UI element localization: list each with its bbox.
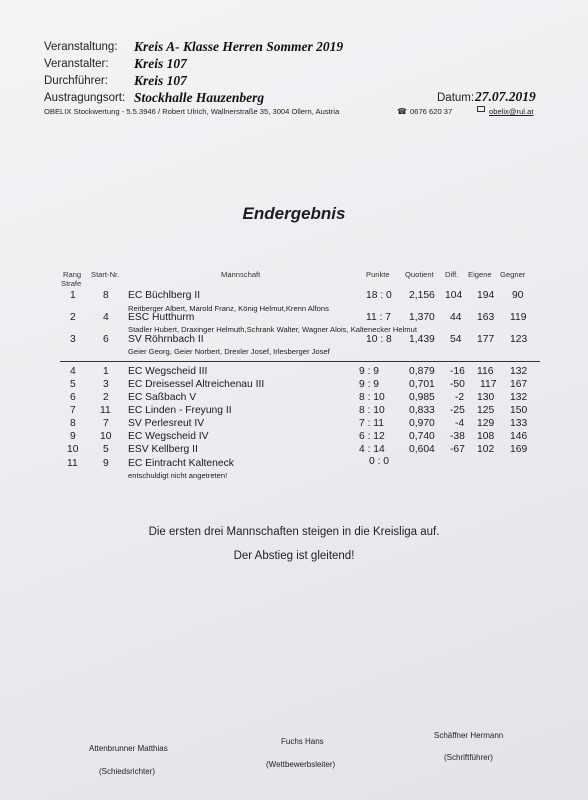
row-start: 7 [103,418,109,429]
row-punkte: 9 : 9 [359,366,380,377]
row-eigene: 194 [477,290,495,301]
col-strafe: Strafe [61,279,82,288]
row-team: SV Perlesreut IV [128,418,205,429]
row-start: 10 [100,431,112,442]
row-punkte: 6 : 12 [359,431,385,442]
col-gegner: Gegner [500,270,526,279]
row-quotient: 1,439 [409,334,435,345]
row-diff: -16 [450,366,465,377]
row-quotient: 2,156 [409,290,435,301]
row-rang: 7 [70,405,76,416]
row-punkte: 10 : 8 [366,334,392,345]
row-eigene: 102 [477,444,495,455]
datum-label: Datum: [437,92,475,104]
row-team: EC Saßbach V [128,392,197,403]
row-rang: 11 [67,458,78,469]
row-start: 4 [103,312,109,323]
row-diff: -2 [455,392,465,403]
row-rang: 5 [70,379,76,390]
row-start: 3 [103,379,109,390]
row-eigene: 125 [477,405,495,416]
row-diff: -38 [450,431,465,442]
row-team: ESC Hutthurm [128,312,195,323]
row-start: 8 [103,290,109,301]
col-rang: Rang [63,270,82,279]
row-members: Geier Georg, Geier Norbert, Drexler Josef, Irlesberger Josef [128,347,330,356]
austragungsort-label: Austragungsort: [44,92,126,104]
row-rang: 3 [70,334,76,345]
row-punkte: 0 : 0 [369,456,390,467]
row-gegner: 123 [510,334,528,345]
row-members: entschuldigt nicht angetreten! [128,471,228,480]
veranstaltung-label: Veranstaltung: [44,41,118,53]
relegation-note: Der Abstieg ist gleitend! [233,550,355,562]
veranstaltung-value: Kreis A- Klasse Herren Sommer 2019 [134,39,344,54]
row-eigene: 116 [477,366,494,377]
row-team: EC Eintracht Kalteneck [128,458,234,469]
row-punkte: 9 : 9 [359,379,380,390]
row-rang: 8 [70,418,76,429]
row-quotient: 0,740 [409,431,435,442]
row-start: 6 [103,334,109,345]
row-team: EC Linden - Freyung II [128,405,232,416]
row-diff: 104 [445,290,463,301]
row-rang: 6 [70,392,76,403]
veranstalter-value: Kreis 107 [134,56,187,71]
row-rang: 9 [70,431,76,442]
row-gegner: 150 [510,405,528,416]
row-gegner: 146 [510,431,528,442]
row-quotient: 1,370 [409,312,435,323]
row-quotient: 0,833 [409,405,435,416]
row-eigene: 108 [477,431,495,442]
wettbewerbsleiter-role: (Wettbewerbsleiter) [266,760,336,769]
row-start: 2 [103,392,109,403]
row-punkte: 7 : 11 [359,418,384,429]
row-punkte: 8 : 10 [359,405,385,416]
col-mannschaft: Mannschaft [221,270,261,279]
phone-icon: ☎ [397,107,407,116]
phone-number: 0676 620 37 [410,107,453,116]
schriftfuehrer-name: Schäffner Hermann [434,731,504,740]
row-team: EC Dreisessel Altreichenau III [128,379,265,390]
austragungsort-value: Stockhalle Hauzenberg [134,90,265,105]
row-members: Reitberger Albert, Marold Franz, König Helmut,Krenn Alfons [128,304,329,313]
row-gegner: 132 [510,392,528,403]
divider-line [60,361,540,362]
row-members: Stadler Hubert, Draxinger Helmuth,Schrank Walter, Wagner Alois, Kaltenecker Helmut [128,325,417,334]
row-diff: -4 [455,418,465,429]
row-rang: 10 [67,444,79,455]
row-eigene: 117 [480,379,497,390]
wettbewerbsleiter-name: Fuchs Hans [281,737,324,746]
row-punkte: 11 : 7 [366,312,391,323]
col-diff: Diff. [445,270,459,279]
row-gegner: 133 [510,418,528,429]
row-diff: 44 [450,312,462,323]
schriftfuehrer-role: (Schriftführer) [444,753,493,762]
row-eigene: 130 [477,392,495,403]
datum-value: 27.07.2019 [475,89,536,104]
row-eigene: 177 [477,334,495,345]
col-quotient: Quotient [405,270,434,279]
row-gegner: 90 [512,290,524,301]
row-gegner: 169 [510,444,528,455]
row-quotient: 0,701 [409,379,435,390]
row-team: SV Röhrnbach II [128,334,204,345]
schiedsrichter-role: (Schiedsrichter) [99,767,156,776]
row-diff: -25 [450,405,465,416]
row-rang: 1 [70,290,76,301]
col-eigene: Eigene [468,270,492,279]
row-team: EC Wegscheid III [128,366,208,377]
row-diff: -50 [450,379,465,390]
col-startnr: Start-Nr. [91,270,120,279]
row-gegner: 167 [510,379,528,390]
durchfuehrer-value: Kreis 107 [134,73,187,88]
row-eigene: 129 [477,418,495,429]
row-diff: 54 [450,334,462,345]
row-punkte: 8 : 10 [359,392,385,403]
row-punkte: 4 : 14 [359,444,385,455]
software-line: OBELIX Stockwertung - 5.5.3946 / Robert Ulrich, Wallnerstraße 35, 3004 Ollern, Austria [44,107,340,116]
email-address: obelix@rul.at [489,107,534,116]
row-rang: 2 [70,312,76,323]
row-start: 5 [103,444,109,455]
row-rang: 4 [70,366,76,377]
veranstalter-label: Veranstalter: [44,58,109,70]
row-quotient: 0,970 [409,418,435,429]
row-eigene: 163 [477,312,495,323]
row-start: 11 [100,405,111,416]
row-team: EC Büchlberg II [128,290,201,301]
row-gegner: 119 [510,312,527,323]
promotion-note: Die ersten drei Mannschaften steigen in die Kreisliga auf. [148,526,440,538]
row-gegner: 132 [510,366,528,377]
page-title: Endergebnis [242,204,346,223]
row-start: 1 [103,366,109,377]
row-team: ESV Kellberg II [128,444,198,455]
durchfuehrer-label: Durchführer: [44,75,108,87]
col-punkte: Punkte [366,270,390,279]
schiedsrichter-name: Attenbrunner Matthias [89,744,168,753]
row-punkte: 18 : 0 [366,290,392,301]
row-team: EC Wegscheid IV [128,431,209,442]
row-quotient: 0,604 [409,444,435,455]
row-start: 9 [103,458,109,469]
row-quotient: 0,985 [409,392,435,403]
row-diff: -67 [450,444,465,455]
row-quotient: 0,879 [409,366,435,377]
mail-icon [477,106,485,112]
